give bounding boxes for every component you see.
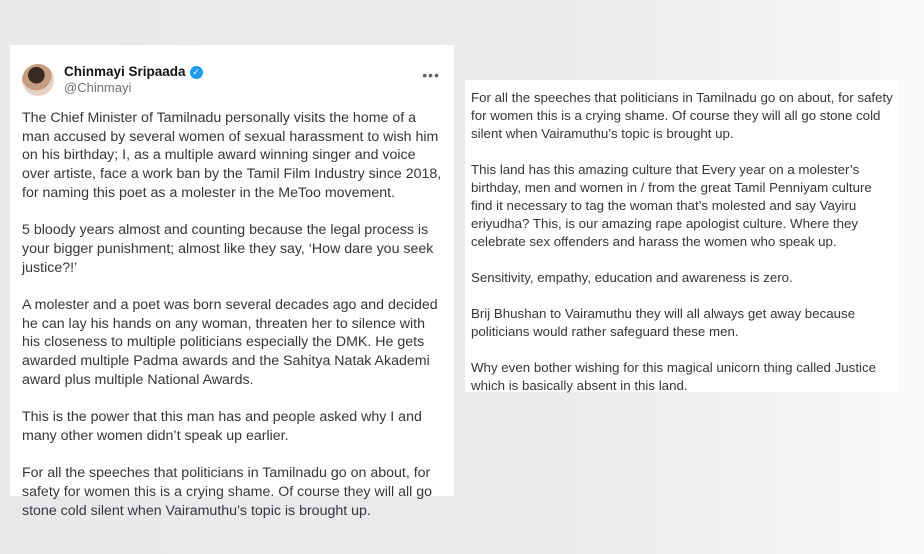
- tweet-paragraph: The Chief Minister of Tamilnadu personally visits the home of a man accused by several women of sexual harassment to wish him on his birthday; I, as a multiple award winning singer and voice over artiste, face a work ban by the Tamil Film Industry since 2018, for naming this poet as a molester in the MeToo movement.: [22, 110, 442, 201]
- author-display-name[interactable]: Chinmayi Sripaada: [64, 64, 186, 79]
- verified-badge-icon: ✓: [190, 66, 203, 79]
- tweet-paragraph: For all the speeches that politicians in Tamilnadu go on about, for safety for women this is a crying shame. Of course they will all go stone cold silent when Vairamuthu’s topic is brought up.: [22, 465, 433, 519]
- avatar[interactable]: [22, 64, 54, 96]
- tweet-paragraph: Sensitivity, empathy, education and awareness is zero.: [471, 270, 793, 285]
- tweet-paragraph: For all the speeches that politicians in Tamilnadu go on about, for safety for women this is a crying shame. Of course they will all go stone cold silent when Vairamuthu’s topic is brought up.: [471, 90, 893, 141]
- tweet-paragraph: Brij Bhushan to Vairamuthu they will all always get away because politicians would rather safeguard these men.: [471, 306, 856, 339]
- tweet-card-left: [10, 45, 454, 519]
- more-options-icon[interactable]: •••: [422, 67, 440, 83]
- author-info: [64, 64, 203, 96]
- tweet-paragraph: Why even bother wishing for this magical unicorn thing called Justice which is basically absent in this land.: [471, 360, 877, 393]
- tweet-paragraph: A molester and a poet was born several decades ago and decided he can lay his hands on any woman, threaten her to silence with his closeness to multiple politicians especially the DMK. He gets awarded multiple Padma awards and the Sahitya Natak Akademi award plus multiple National Awards.: [22, 297, 438, 388]
- tweet-paragraph: This land has this amazing culture that Every year on a molester’s birthday, men and women in / from the great Tamil Penniyam culture find it necessary to tag the woman that’s molested and say Vayiru eriyudha? This, is our amazing rape apologist culture. Where they celebrate sex offenders and harass the women who speak up.: [471, 162, 872, 249]
- tweet-paragraph: 5 bloody years almost and counting because the legal process is your bigger punishment; almost like they say, ‘How dare you seek justice?!’: [22, 222, 434, 276]
- tweet-header: [22, 63, 442, 97]
- tweet-paragraph: This is the power that this man has and people asked why I and many other women didn’t speak up earlier.: [22, 409, 422, 444]
- tweet-card-right: [465, 80, 898, 392]
- author-handle[interactable]: @Chinmayi: [64, 80, 132, 95]
